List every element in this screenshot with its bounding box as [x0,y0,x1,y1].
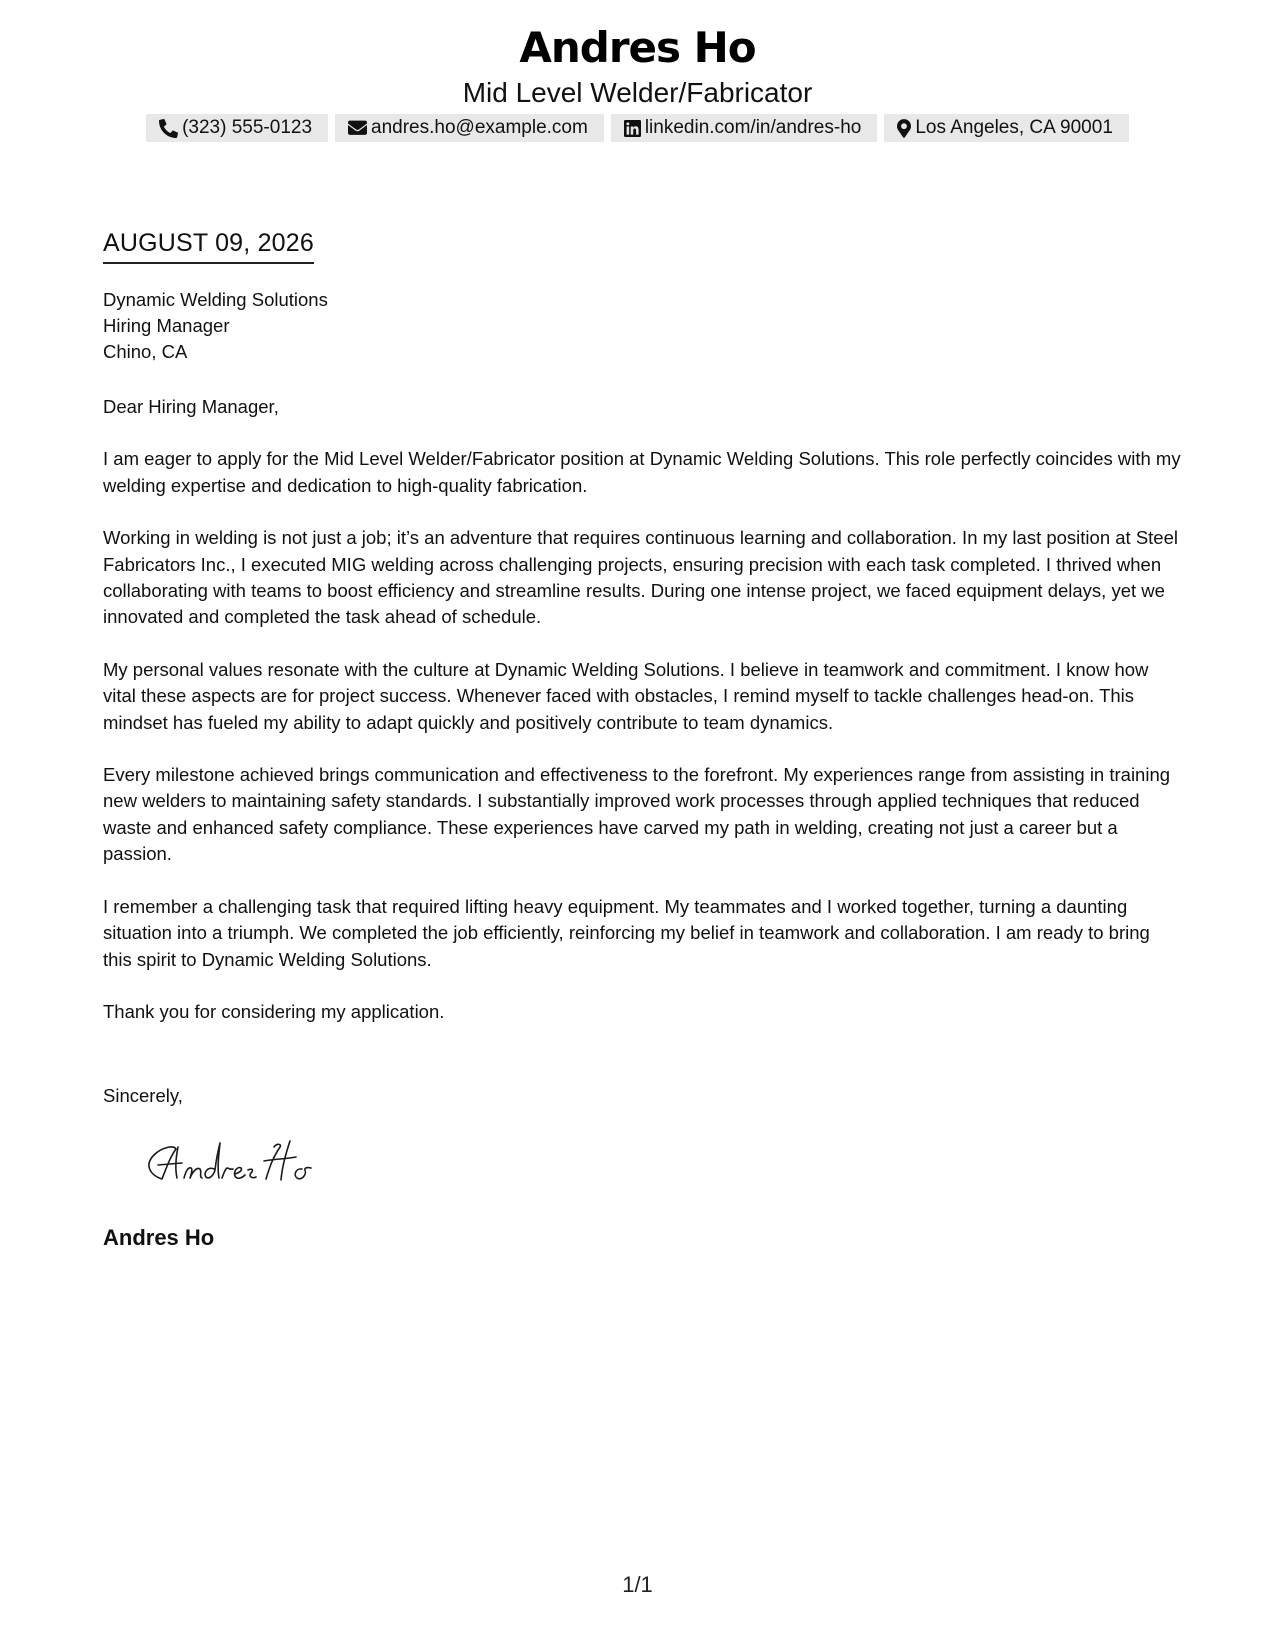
contact-email [335,114,604,142]
paragraph: Every milestone achieved brings communication and effectiveness to the forefront. My experiences range from assisting in training new welders to maintaining safety standards. I substantially improved work processes through applied techniques that reduced waste and enhanced safety compliance. These experiences have carved my path in welding, creating not just a career but a passion. [103,764,1171,865]
paragraph: I am eager to apply for the Mid Level Welder/Fabricator position at Dynamic Welding Solutions. This role perfectly coincides with my welding expertise and dedication to high-quality fabrication. [103,448,1181,496]
phone-text: (323) 555-0123 [182,117,313,138]
paragraph: My personal values resonate with the culture at Dynamic Welding Solutions. I believe in teamwork and commitment. I know how vital these aspects are for project success. Whenever faced with obstacles, I remind myself to tackle challenges head-on. This mindset has fueled my ability to adapt quickly and positively contribute to team dynamics. [103,658,1149,733]
contact-location [884,114,1129,142]
letter-date: AUGUST 09, 2026 [103,228,314,264]
signer-name: Andres Ho [103,1225,215,1250]
paragraph: I remember a challenging task that required lifting heavy equipment. My teammates and I worked together, turning a daunting situation into a triumph. We completed the job efficiently, reinforcing my belief in teamwork and collaboration. I am ready to bring this spirit to Dynamic Welding Solutions. [103,895,1150,970]
recipient-role: Hiring Manager [103,315,230,336]
letter-header [0,20,1275,110]
closing: Sincerely, [103,1085,183,1106]
handwritten-signature [140,1135,330,1185]
salutation: Dear Hiring Manager, [103,396,279,417]
phone-icon [159,119,178,138]
linkedin-icon [624,120,641,137]
contact-bar [0,114,1275,142]
paragraph: Working in welding is not just a job; it’s an adventure that requires continuous learning and collaboration. In my last position at Steel Fabricators Inc., I executed MIG welding across challenging projects, ensuring precision with each task completed. I thrived when collaborating with teams to boost efficiency and streamline results. During one intense project, we faced equipment delays, yet we innovated and completed the task ahead of schedule. [103,527,1178,628]
applicant-title: Mid Level Welder/Fabricator [462,77,813,108]
paragraph: Thank you for considering my application. [103,1000,445,1022]
recipient-block [103,287,328,365]
page-number: 1/1 [622,1572,653,1597]
contact-phone [146,114,328,142]
location-text: Los Angeles, CA 90001 [915,117,1113,138]
letter-body [103,394,1183,1051]
linkedin-text: linkedin.com/in/andres-ho [644,117,862,138]
recipient-location: Chino, CA [103,341,188,362]
map-pin-icon [897,119,911,138]
email-text: andres.ho@example.com [371,117,588,138]
envelope-icon [348,120,367,136]
contact-linkedin [611,114,878,142]
applicant-name: Andres Ho [519,23,756,72]
recipient-company: Dynamic Welding Solutions [103,289,328,310]
